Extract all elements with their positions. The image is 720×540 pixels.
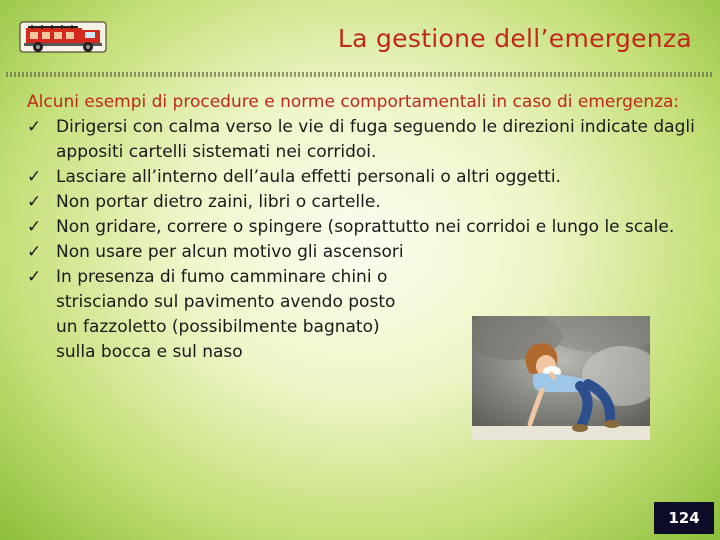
bullet-text: In presenza di fumo camminare chini o strisciando sul pavimento avendo posto un fazzoletto (possibilmente bagnato) sulla bocca e sul naso xyxy=(56,267,396,362)
fire-truck-icon xyxy=(18,14,108,58)
page-number-badge: 124 xyxy=(654,502,714,534)
bullet-text: Non portar dietro zaini, libri o cartelle. xyxy=(56,192,381,212)
checkmark-icon: ✓ xyxy=(27,267,42,287)
person-crawling-smoke-illustration xyxy=(472,316,650,440)
bullet-text: Non usare per alcun motivo gli ascensori xyxy=(56,242,404,262)
intro-text: Alcuni esempi di procedure e norme comportamentali in caso di emergenza: xyxy=(27,92,680,112)
checkmark-icon: ✓ xyxy=(27,117,42,137)
slide-title: La gestione dell’emergenza xyxy=(337,24,692,53)
checkmark-icon: ✓ xyxy=(27,167,42,187)
bullet-text: Dirigersi con calma verso le vie di fuga seguendo le direzioni indicate dagli appositi cartelli sistemati nei corridoi. xyxy=(56,117,695,162)
checkmark-icon: ✓ xyxy=(27,192,42,212)
list-item xyxy=(27,165,699,190)
list-item xyxy=(27,215,699,240)
bullet-text: Non gridare, correre o spingere (soprattutto nei corridoi e lungo le scale. xyxy=(56,217,675,237)
header-divider xyxy=(6,72,714,77)
list-item xyxy=(27,190,699,215)
bullet-text: Lasciare all’interno dell’aula effetti personali o altri oggetti. xyxy=(56,167,561,187)
list-item xyxy=(27,265,406,365)
checkmark-icon: ✓ xyxy=(27,217,42,237)
list-item xyxy=(27,240,456,265)
checkmark-icon: ✓ xyxy=(27,242,42,262)
list-item xyxy=(27,115,699,165)
